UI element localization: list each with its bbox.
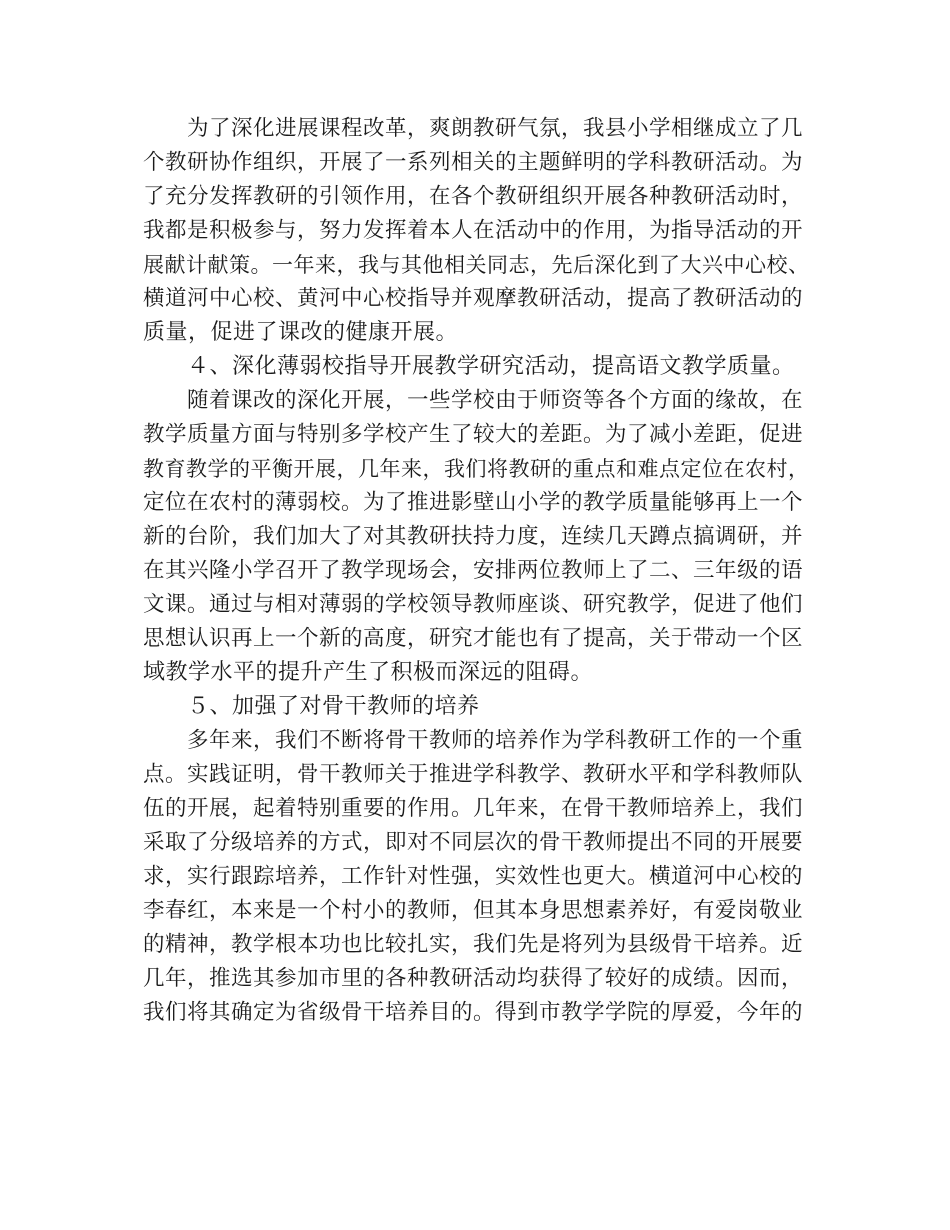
paragraph-2-line-2: 教学质量方面与特别多学校产生了较大的差距。为了减小差距，促进 bbox=[143, 422, 804, 447]
paragraph-1-line-7: 质量，促进了课改的健康开展。 bbox=[143, 320, 459, 345]
paragraph-2-line-7: 文课。通过与相对薄弱的学校领导教师座谈、研究教学，促进了他们 bbox=[143, 592, 804, 617]
paragraph-3-line-5: 求，实行跟踪培养，工作针对性强，实效性也更大。横道河中心校的 bbox=[143, 864, 804, 889]
paragraph-3-line-2: 点。实践证明，骨干教师关于推进学科教学、教研水平和学科教师队 bbox=[143, 762, 804, 787]
paragraph-1-line-3: 了充分发挥教研的引领作用，在各个教研组织开展各种教研活动时， bbox=[143, 184, 804, 209]
paragraph-2-line-3: 教育教学的平衡开展，几年来，我们将教研的重点和难点定位在农村， bbox=[143, 457, 810, 481]
section-heading-4: ４、深化薄弱校指导开展教学研究活动，提高语文教学质量。 bbox=[187, 354, 795, 379]
paragraph-2-line-8: 思想认识再上一个新的高度，研究才能也有了提高，关于带动一个区 bbox=[143, 626, 804, 651]
paragraph-2-line-1: 随着课改的深化开展，一些学校由于师资等各个方面的缘故，在 bbox=[187, 388, 804, 413]
paragraph-3-line-8: 几年，推选其参加市里的各种教研活动均获得了较好的成绩。因而， bbox=[143, 966, 804, 991]
paragraph-1-line-4: 我都是积极参与，努力发挥着本人在活动中的作用，为指导活动的开 bbox=[143, 218, 804, 243]
paragraph-3-line-7: 的精神，教学根本功也比较扎实，我们先是将列为县级骨干培养。近 bbox=[143, 932, 804, 957]
paragraph-3-line-4: 采取了分级培养的方式，即对不同层次的骨干教师提出不同的开展要 bbox=[143, 830, 804, 855]
paragraph-2-line-5: 新的台阶，我们加大了对其教研扶持力度，连续几天蹲点搞调研，并 bbox=[143, 524, 804, 549]
paragraph-1-line-2: 个教研协作组织，开展了一系列相关的主题鲜明的学科教研活动。为 bbox=[143, 150, 804, 175]
paragraph-1-line-1: 为了深化进展课程改革，爽朗教研气氛，我县小学相继成立了几 bbox=[187, 116, 804, 141]
paragraph-1-line-6: 横道河中心校、黄河中心校指导并观摩教研活动，提高了教研活动的 bbox=[143, 286, 804, 311]
paragraph-2-line-6: 在其兴隆小学召开了教学现场会，安排两位教师上了二、三年级的语 bbox=[143, 558, 804, 583]
paragraph-2-line-9: 域教学水平的提升产生了积极而深远的阻碍。 bbox=[143, 660, 594, 685]
paragraph-3-line-6: 李春红，本来是一个村小的教师，但其本身思想素养好，有爱岗敬业 bbox=[143, 898, 804, 923]
paragraph-3-line-9: 我们将其确定为省级骨干培养目的。得到市教学学院的厚爱，今年的 bbox=[143, 1000, 804, 1025]
section-heading-5: ５、加强了对骨干教师的培养 bbox=[187, 694, 480, 719]
paragraph-2-line-4: 定位在农村的薄弱校。为了推进影壁山小学的教学质量能够再上一个 bbox=[143, 490, 804, 515]
paragraph-3-line-1: 多年来，我们不断将骨干教师的培养作为学科教研工作的一个重 bbox=[187, 728, 804, 753]
paragraph-3-line-3: 伍的开展，起着特别重要的作用。几年来，在骨干教师培养上，我们 bbox=[143, 796, 804, 821]
paragraph-1-line-5: 展献计献策。一年来，我与其他相关同志，先后深化到了大兴中心校、 bbox=[143, 253, 810, 277]
